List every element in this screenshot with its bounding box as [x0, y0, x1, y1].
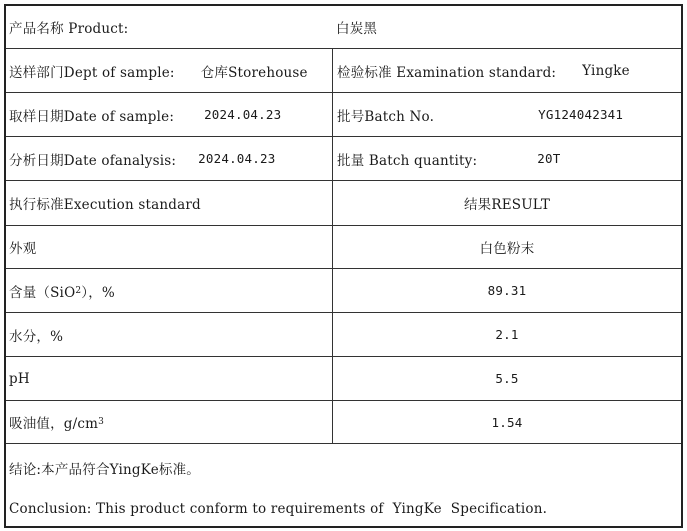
oil-absorption-label	[6, 401, 332, 443]
product-row	[6, 6, 681, 49]
ph-value: 5.5	[332, 357, 681, 400]
product-label: 产品名称 Product:	[9, 21, 129, 37]
oil-absorption-label-sup: 3	[98, 417, 105, 427]
ph-label: pH	[9, 370, 30, 387]
result-row-content	[6, 269, 681, 313]
result-row-moisture	[6, 313, 681, 357]
oil-absorption-value: 1.54	[332, 401, 681, 443]
batch-no-value: YG124042341	[538, 107, 624, 122]
standard-heading: 执行标准Execution standard	[9, 197, 201, 213]
dept-value: 仓库Storehouse	[200, 64, 308, 81]
standard-label: 检验标准 Examination standard:	[337, 64, 557, 81]
sampling-date-value: 2024.04.23	[204, 107, 282, 122]
analysis-date-label: 分析日期Date ofanalysis:	[9, 152, 177, 169]
standard-cell	[332, 49, 681, 92]
dept-label: 送样部门Dept of sample:	[9, 64, 175, 81]
results-heading-row	[6, 181, 681, 226]
appearance-label: 外观	[9, 241, 37, 257]
conclusion-row	[6, 444, 681, 526]
analysis-row	[6, 137, 681, 181]
dept-row	[6, 49, 681, 93]
oil-absorption-label-pre: 吸油值，g/cm	[9, 416, 99, 432]
sampling-row	[6, 93, 681, 137]
analysis-date-value: 2024.04.23	[198, 151, 276, 166]
analysis-date-cell	[6, 137, 332, 180]
content-label-post: ），%	[81, 284, 115, 301]
product-value: 白炭黑	[336, 21, 378, 37]
content-label-pre: 含量（SiO	[9, 284, 76, 301]
content-label	[6, 269, 332, 312]
batch-qty-cell	[332, 137, 681, 180]
batch-no-cell	[332, 93, 681, 136]
content-value: 89.31	[332, 269, 681, 312]
batch-qty-label: 批量 Batch quantity:	[337, 152, 478, 169]
result-row-oil-absorption	[6, 401, 681, 444]
result-row-ph	[6, 357, 681, 401]
appearance-value: 白色粉末	[332, 226, 681, 268]
batch-qty-value: 20T	[537, 151, 561, 166]
sampling-date-cell	[6, 93, 332, 136]
batch-no-label: 批号Batch No.	[337, 108, 435, 125]
dept-cell	[6, 49, 332, 92]
conclusion-cn: 结论:本产品符合YingKe标准。	[9, 462, 200, 478]
conclusion-en: Conclusion: This product conform to requirements of YingKe Specification.	[9, 501, 548, 517]
inspection-report-table	[4, 4, 683, 528]
result-heading: 结果RESULT	[332, 181, 681, 225]
moisture-value: 2.1	[332, 313, 681, 356]
sampling-date-label: 取样日期Date of sample:	[9, 108, 175, 125]
moisture-label: 水分，%	[9, 328, 64, 345]
standard-value: Yingke	[582, 62, 630, 79]
content-label-sub: 2	[75, 285, 82, 296]
result-row-appearance	[6, 226, 681, 269]
